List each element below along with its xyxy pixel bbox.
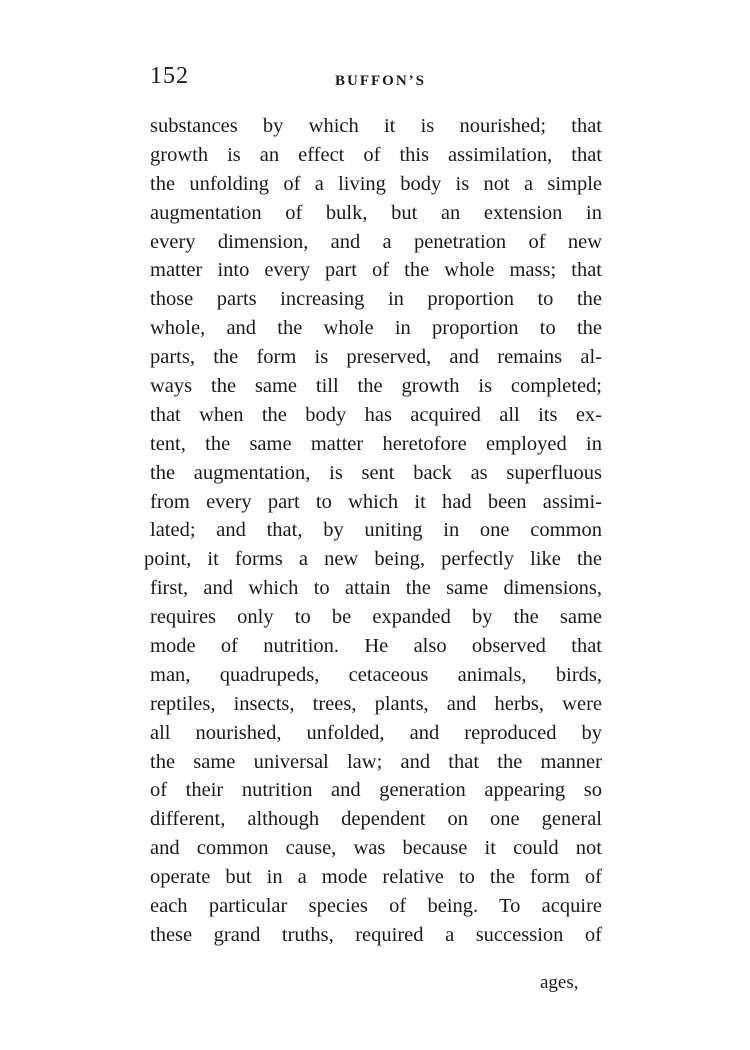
running-title: BUFFON’S [335, 73, 426, 89]
text-line: that when the body has acquired all its ex- [150, 403, 602, 426]
text-line: substances by which it is nourished; that [150, 115, 602, 137]
catchword: ages, [540, 972, 579, 993]
text-line: augmentation of bulk, but an extension in [150, 201, 602, 224]
text-line: from every part to which it had been assimi- [150, 490, 602, 513]
text-line: mode of nutrition. He also observed that [150, 635, 602, 658]
text-line: all nourished, unfolded, and reproduced by [150, 721, 602, 744]
page-number: 152 [150, 63, 189, 89]
text-line: of their nutrition and generation appearing so [150, 779, 602, 802]
running-head [150, 63, 610, 97]
text-line: the augmentation, is sent back as superfluous [150, 461, 602, 484]
text-line: those parts increasing in proportion to the [150, 288, 602, 311]
text-line: ways the same till the growth is completed; [150, 375, 602, 398]
text-line: growth is an effect of this assimilation, that [150, 143, 602, 166]
text-line: reptiles, insects, trees, plants, and herbs, were [150, 692, 602, 715]
text-line: the unfolding of a living body is not a simple [150, 172, 602, 195]
text-line: these grand truths, required a succession of [150, 923, 602, 946]
text-line: point, it forms a new being, perfectly like the [144, 548, 602, 571]
text-line: parts, the form is preserved, and remains al- [150, 346, 602, 369]
text-line: lated; and that, by uniting in one common [150, 519, 602, 542]
text-line: each particular species of being. To acquire [150, 895, 602, 918]
text-line: whole, and the whole in proportion to the [150, 317, 602, 340]
text-line: different, although dependent on one general [150, 808, 602, 831]
text-line: and common cause, was because it could not [150, 837, 602, 860]
text-line: operate but in a mode relative to the form of [150, 866, 602, 889]
text-line: requires only to be expanded by the same [150, 606, 602, 629]
text-line: the same universal law; and that the manner [150, 750, 602, 773]
body-text [144, 112, 602, 950]
text-line: tent, the same matter heretofore employed in [150, 432, 602, 455]
text-line: every dimension, and a penetration of new [150, 230, 602, 253]
text-line: first, and which to attain the same dimensions, [150, 577, 602, 600]
text-line: man, quadrupeds, cetaceous animals, birds, [150, 663, 602, 686]
text-line: matter into every part of the whole mass; that [150, 259, 602, 282]
